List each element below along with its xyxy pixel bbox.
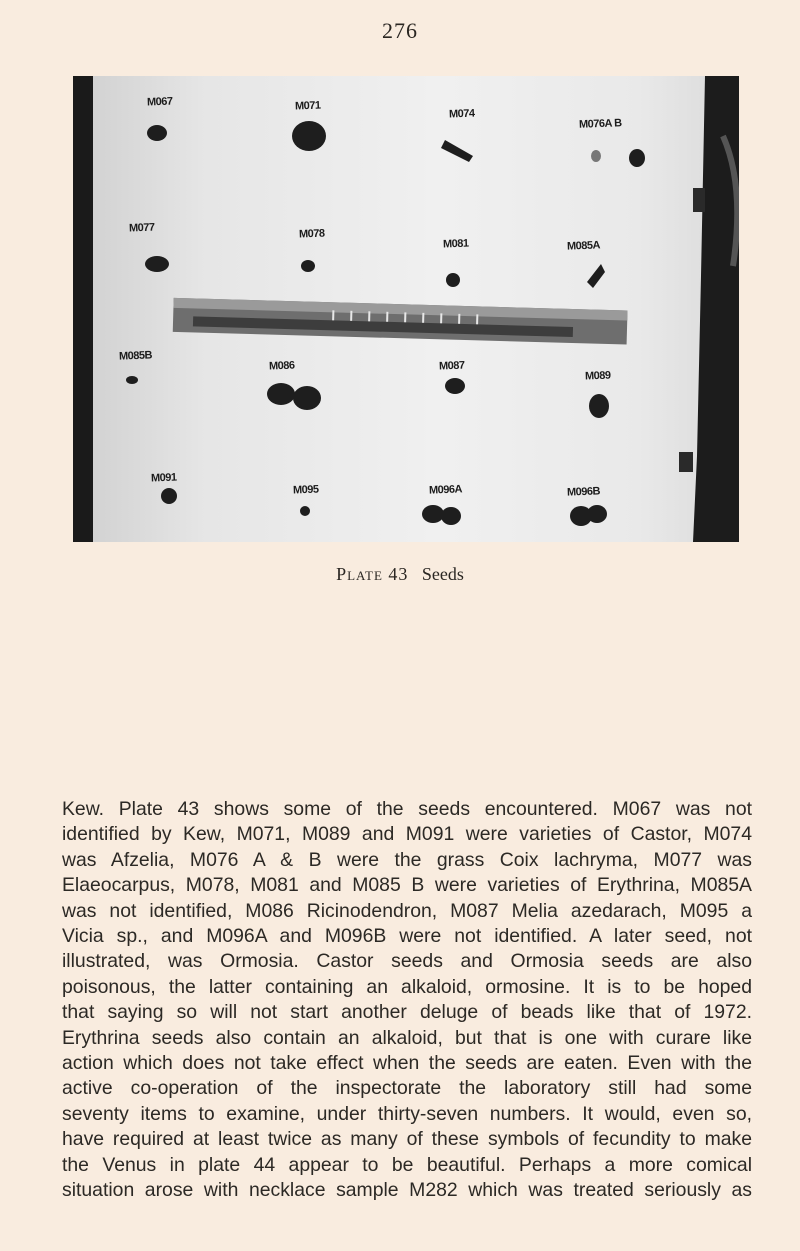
body-line: that saying so will not start another deluge of beads like that of 1972. bbox=[62, 1001, 752, 1024]
seed-label-m074: M074 bbox=[448, 107, 475, 121]
body-line: the Venus in plate 44 appear to be beautiful. Perhaps a more comical bbox=[62, 1153, 752, 1176]
plate-caption-number: Plate 43 bbox=[336, 564, 409, 584]
body-line: situation arose with necklace sample M282 which was treated seriously as bbox=[62, 1179, 752, 1202]
plate-photograph bbox=[73, 76, 739, 542]
plate-caption bbox=[0, 564, 800, 585]
seed-label-m086: M086 bbox=[268, 359, 295, 373]
ruler bbox=[173, 298, 628, 345]
body-line: action which does not take effect when the seeds are eaten. Even with the bbox=[62, 1052, 752, 1075]
seed-label-m085b: M085B bbox=[118, 349, 153, 363]
seed-label-m071: M071 bbox=[294, 99, 321, 113]
plate-caption-title: Seeds bbox=[421, 564, 464, 584]
body-line: active co-operation of the inspectorate the laboratory still had some bbox=[62, 1077, 752, 1100]
body-line: seventy items to examine, under thirty-seven numbers. It would, even so, bbox=[62, 1102, 752, 1125]
body-line: have required at least twice as many of these symbols of fecundity to make bbox=[62, 1128, 752, 1151]
body-line: was Afzelia, M076 A & B were the grass Coix lachryma, M077 was bbox=[62, 848, 752, 871]
right-photo-border bbox=[693, 76, 739, 542]
body-line: illustrated, was Ormosia. Castor seeds and Ormosia seeds are also bbox=[62, 950, 752, 973]
seed-label-m085a: M085A bbox=[566, 239, 601, 253]
seed-label-m076: M076A B bbox=[578, 117, 622, 131]
page-number: 276 bbox=[382, 18, 418, 43]
seed-label-m089: M089 bbox=[584, 369, 611, 383]
body-paragraph bbox=[62, 797, 752, 1204]
body-line: identified by Kew, M071, M089 and M091 were varieties of Castor, M074 bbox=[62, 823, 752, 846]
body-line: Kew. Plate 43 shows some of the seeds encountered. M067 was not bbox=[62, 798, 752, 820]
body-line: was not identified, M086 Ricinodendron, M087 Melia azedarach, M095 a bbox=[62, 899, 752, 922]
seed-label-m096a: M096A bbox=[428, 483, 463, 497]
seed-label-m067: M067 bbox=[146, 95, 173, 109]
seed-label-m095: M095 bbox=[292, 483, 319, 497]
body-line: Erythrina seeds also contain an alkaloid, but that is one with curare like bbox=[62, 1026, 752, 1049]
seed-label-m081: M081 bbox=[442, 237, 469, 251]
left-photo-border bbox=[73, 76, 93, 542]
body-line: Elaeocarpus, M078, M081 and M085 B were varieties of Erythrina, M085A bbox=[62, 874, 752, 897]
body-line: poisonous, the latter containing an alkaloid, ormosine. It is to be hoped bbox=[62, 975, 752, 998]
seed-label-m077: M077 bbox=[128, 221, 155, 235]
seed-label-m078: M078 bbox=[298, 227, 325, 241]
body-line: Vicia sp., and M096A and M096B were not identified. A later seed, not bbox=[62, 925, 752, 948]
seed-label-m096b: M096B bbox=[566, 485, 601, 499]
seed-label-m091: M091 bbox=[150, 471, 177, 485]
seed-label-m087: M087 bbox=[438, 359, 465, 373]
